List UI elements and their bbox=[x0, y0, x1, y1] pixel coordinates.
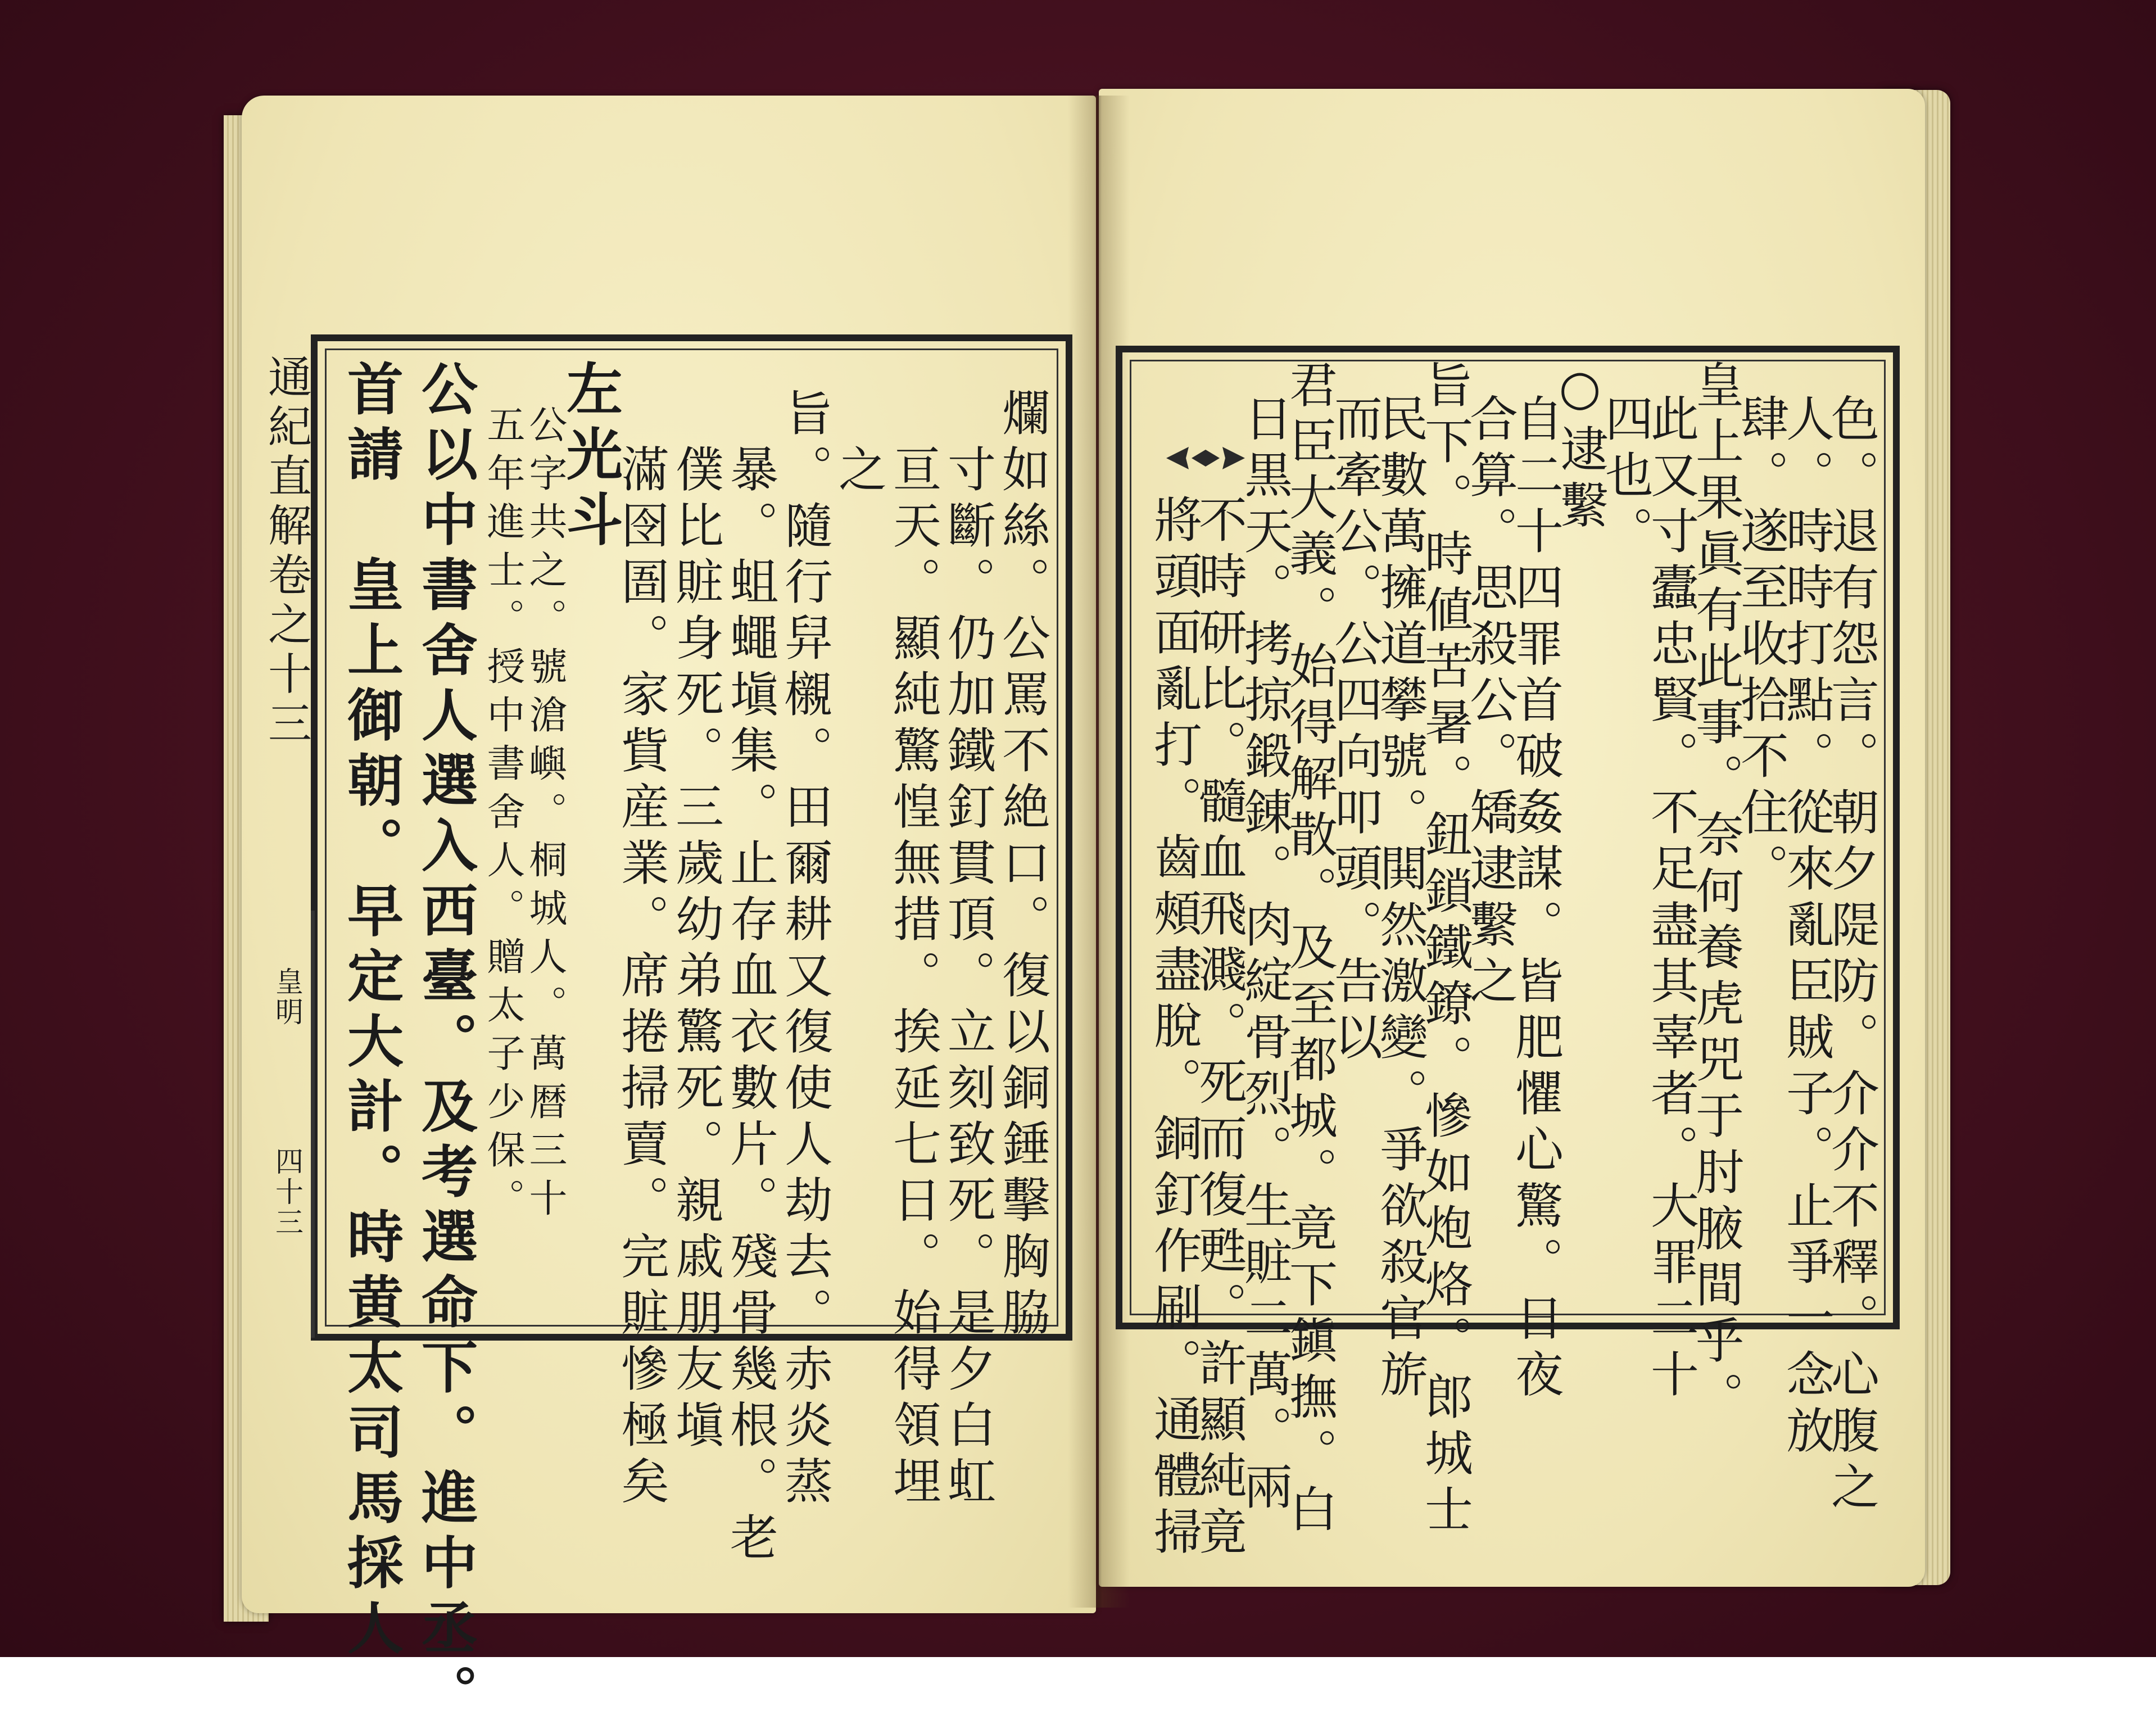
text-column: 旨下。時値苦暑。鈕鎖鐵鐐。慘如炮烙。郎城士 bbox=[1416, 360, 1473, 1540]
text-column: 色。退有怨言。朝夕隄防。介介不釋。心腹之 bbox=[1823, 393, 1879, 1518]
text-column: 人。時時打點。從來亂臣賊子。止爭一念放 bbox=[1778, 393, 1834, 1461]
ornament-icon bbox=[1163, 441, 1248, 475]
text-column: 合算。思殺公。矯逮繫之 bbox=[1461, 393, 1518, 1012]
text-column: 自二十四罪首破姦謀。皆肥懼心驚。日夜 bbox=[1507, 393, 1563, 1405]
text-column: 公以中書舍人選入西臺。及考選命下。進中丞。 bbox=[412, 360, 478, 1729]
text-column: 不時研比。髓血飛濺。死而復甦。許顯純竟 bbox=[1190, 495, 1247, 1563]
text-column: 將頭面亂打。齒頰盡脫。銅釘作刷。通體掃 bbox=[1145, 495, 1202, 1563]
text-column: 民數萬擁道攀號。閧然激變。爭欲殺官旂 bbox=[1371, 393, 1428, 1405]
text-column: 暴。蛆蠅塡集。止存血衣數片。殘骨幾根。老 bbox=[722, 444, 778, 1568]
section-label: 皇明 bbox=[271, 967, 304, 1028]
text-column: 之 bbox=[830, 444, 886, 500]
text-column: 肆。遂至收拾不住。 bbox=[1732, 393, 1788, 899]
text-column: 滿囹圄。家貲産業。席捲掃賣。完賍慘極矣 bbox=[613, 444, 669, 1512]
text-column: 而牽公。公四向叩頭。告以 bbox=[1326, 393, 1382, 1068]
text-column: 君臣大義。始得解散。及至都城。竟下鎭撫。白 bbox=[1281, 360, 1337, 1540]
text-column: 爛如絲。公罵不絶口。復以銅錘擊胸脇 bbox=[994, 388, 1050, 1343]
text-column: 僕比賍身死。三歲幼弟驚死。親戚朋友塡 bbox=[667, 444, 723, 1456]
text-column: 四也。 bbox=[1597, 393, 1653, 562]
annotation-column: 五年進士。授中書舍人。贈太子少保。 bbox=[481, 405, 525, 1226]
text-column: 旨。隨行舁櫬。田爾耕又復使人劫去。赤炎蒸 bbox=[776, 388, 832, 1512]
left-margin-divider bbox=[311, 911, 315, 1338]
text-column: 亘天。顯純驚惶無措。挨延七日。始得領埋 bbox=[885, 444, 941, 1512]
text-column: 皇上果眞有此事。奈何養虎兕于肘腋間乎。 bbox=[1687, 360, 1743, 1428]
text-column: 此又寸蠹忠賢。不足盡其辜者。大罪二十 bbox=[1642, 393, 1698, 1405]
text-column: 日黒天。拷掠鍛錬。肉綻骨烈。生賍二萬。兩 bbox=[1236, 393, 1292, 1518]
section-heading: 左光斗 bbox=[557, 360, 623, 555]
book-title-label: 通紀直解卷之十三 bbox=[261, 354, 311, 750]
annotation-column: 公字共之。號滄嶼。桐城人。萬暦三十 bbox=[523, 405, 567, 1226]
text-column: 首請 皇上御朝。早定大計。時黄太司馬採人 bbox=[338, 360, 404, 1664]
page-number: 四十三 bbox=[271, 1147, 304, 1238]
text-column: ○逮繫 bbox=[1552, 360, 1608, 536]
text-column: 寸斷。仍加鐵釘貫頂。立刻致死。是夕白虹 bbox=[939, 444, 995, 1512]
